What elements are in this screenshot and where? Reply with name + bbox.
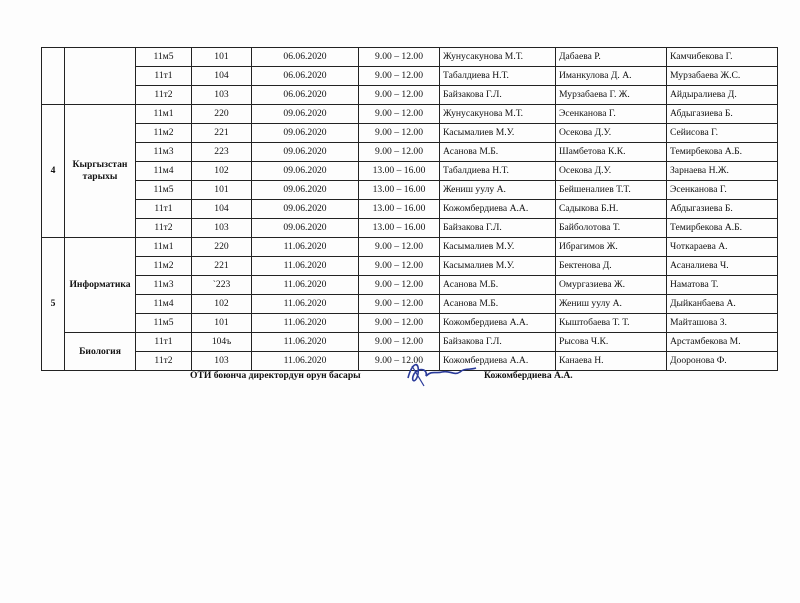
assistant-cell: Темирбекова А.Б.: [667, 143, 778, 162]
time-cell: 9.00 – 12.00: [359, 238, 440, 257]
table-row: [42, 238, 778, 257]
group-cell: 11м2: [136, 124, 192, 143]
date-cell: 11.06.2020: [252, 333, 359, 352]
subject-cell: Информатика: [65, 238, 136, 333]
table-row: [42, 219, 778, 238]
teacher-cell: Касымалиев М.У.: [440, 124, 556, 143]
assistant-cell: Ибрагимов Ж.: [556, 238, 667, 257]
table-row: [42, 162, 778, 181]
time-cell: 9.00 – 12.00: [359, 352, 440, 371]
teacher-cell: Касымалиев М.У.: [440, 257, 556, 276]
group-cell: 11т1: [136, 333, 192, 352]
assistant-cell: Дооронова Ф.: [667, 352, 778, 371]
table-row: [42, 314, 778, 333]
group-cell: 11м5: [136, 181, 192, 200]
group-cell: 11м1: [136, 238, 192, 257]
teacher-cell: Кожомбердиева А.А.: [440, 314, 556, 333]
subject-cell: Биология: [65, 333, 136, 371]
assistant-cell: Бейшеналиев Т.Т.: [556, 181, 667, 200]
teacher-cell: Кожомбердиева А.А.: [440, 200, 556, 219]
assistant-cell: Байболотова Т.: [556, 219, 667, 238]
assistant-cell: Садыкова Б.Н.: [556, 200, 667, 219]
teacher-cell: Жениш уулу А.: [440, 181, 556, 200]
date-cell: 06.06.2020: [252, 86, 359, 105]
room-cell: 221: [192, 124, 252, 143]
assistant-cell: Асаналиева Ч.: [667, 257, 778, 276]
signer-name: Кожомбердиева А.А.: [484, 370, 573, 381]
time-cell: 9.00 – 12.00: [359, 276, 440, 295]
room-cell: 101: [192, 48, 252, 67]
teacher-cell: Байзакова Г.Л.: [440, 86, 556, 105]
assistant-cell: Канаева Н.: [556, 352, 667, 371]
teacher-cell: Кожомбердиева А.А.: [440, 352, 556, 371]
room-cell: 223: [192, 143, 252, 162]
group-cell: 11т2: [136, 86, 192, 105]
assistant-cell: Абдыгазиева Б.: [667, 105, 778, 124]
time-cell: 9.00 – 12.00: [359, 86, 440, 105]
room-cell: 101: [192, 181, 252, 200]
group-cell: 11т2: [136, 352, 192, 371]
date-cell: 11.06.2020: [252, 295, 359, 314]
room-cell: `223: [192, 276, 252, 295]
table-row: [42, 48, 778, 67]
teacher-cell: Жунусакунова М.Т.: [440, 105, 556, 124]
group-cell: 11м1: [136, 105, 192, 124]
assistant-cell: Жениш уулу А.: [556, 295, 667, 314]
teacher-cell: Касымалиев М.У.: [440, 238, 556, 257]
time-cell: 9.00 – 12.00: [359, 295, 440, 314]
table-row: [42, 124, 778, 143]
time-cell: 9.00 – 12.00: [359, 257, 440, 276]
time-cell: 9.00 – 12.00: [359, 105, 440, 124]
time-cell: 9.00 – 12.00: [359, 48, 440, 67]
date-cell: 09.06.2020: [252, 200, 359, 219]
date-cell: 09.06.2020: [252, 143, 359, 162]
room-cell: 101: [192, 314, 252, 333]
assistant-cell: Наматова Т.: [667, 276, 778, 295]
assistant-cell: Эсенканова Г.: [556, 105, 667, 124]
table-row: [42, 86, 778, 105]
exam-schedule-table: [41, 47, 778, 371]
teacher-cell: Асанова М.Б.: [440, 143, 556, 162]
time-cell: 9.00 – 12.00: [359, 333, 440, 352]
teacher-cell: Табалдиева Н.Т.: [440, 162, 556, 181]
subject-cell: [65, 48, 136, 105]
signer-role: ОТИ боюнча директордун орун басары: [190, 370, 361, 381]
date-cell: 09.06.2020: [252, 162, 359, 181]
assistant-cell: Зарнаева Н.Ж.: [667, 162, 778, 181]
assistant-cell: Осекова Д.У.: [556, 162, 667, 181]
group-cell: 11м3: [136, 276, 192, 295]
date-cell: 11.06.2020: [252, 276, 359, 295]
table-row: [42, 276, 778, 295]
section-number-cell: 4: [42, 105, 65, 238]
group-cell: 11м2: [136, 257, 192, 276]
time-cell: 9.00 – 12.00: [359, 314, 440, 333]
room-cell: 221: [192, 257, 252, 276]
time-cell: 13.00 – 16.00: [359, 200, 440, 219]
signature-image: [402, 356, 482, 393]
teacher-cell: Асанова М.Б.: [440, 276, 556, 295]
date-cell: 11.06.2020: [252, 238, 359, 257]
assistant-cell: Чоткараева А.: [667, 238, 778, 257]
date-cell: 09.06.2020: [252, 219, 359, 238]
table-row: [42, 333, 778, 352]
room-cell: 103: [192, 86, 252, 105]
assistant-cell: Темирбекова А.Б.: [667, 219, 778, 238]
section-number-cell: 5: [42, 238, 65, 371]
assistant-cell: Айдыралиева Д.: [667, 86, 778, 105]
assistant-cell: Дабаева Р.: [556, 48, 667, 67]
table-row: [42, 143, 778, 162]
date-cell: 09.06.2020: [252, 105, 359, 124]
room-cell: 220: [192, 238, 252, 257]
assistant-cell: Рысова Ч.К.: [556, 333, 667, 352]
teacher-cell: Асанова М.Б.: [440, 295, 556, 314]
assistant-cell: Осекова Д.У.: [556, 124, 667, 143]
date-cell: 09.06.2020: [252, 181, 359, 200]
assistant-cell: Сейисова Г.: [667, 124, 778, 143]
teacher-cell: Байзакова Г.Л.: [440, 333, 556, 352]
assistant-cell: Бектенова Д.: [556, 257, 667, 276]
room-cell: 104ъ: [192, 333, 252, 352]
table-row: [42, 200, 778, 219]
room-cell: 220: [192, 105, 252, 124]
teacher-cell: Байзакова Г.Л.: [440, 219, 556, 238]
time-cell: 13.00 – 16.00: [359, 162, 440, 181]
assistant-cell: Иманкулова Д. А.: [556, 67, 667, 86]
group-cell: 11м5: [136, 48, 192, 67]
time-cell: 9.00 – 12.00: [359, 124, 440, 143]
table-row: [42, 181, 778, 200]
subject-cell: Кыргызстан тарыхы: [65, 105, 136, 238]
assistant-cell: Омургазиева Ж.: [556, 276, 667, 295]
assistant-cell: Шамбетова К.К.: [556, 143, 667, 162]
assistant-cell: Мурзабаева Ж.С.: [667, 67, 778, 86]
room-cell: 104: [192, 200, 252, 219]
date-cell: 09.06.2020: [252, 124, 359, 143]
table-row: [42, 67, 778, 86]
group-cell: 11т1: [136, 200, 192, 219]
assistant-cell: Арстамбекова М.: [667, 333, 778, 352]
teacher-cell: Табалдиева Н.Т.: [440, 67, 556, 86]
time-cell: 9.00 – 12.00: [359, 143, 440, 162]
room-cell: 102: [192, 162, 252, 181]
assistant-cell: Эсенканова Г.: [667, 181, 778, 200]
date-cell: 06.06.2020: [252, 48, 359, 67]
group-cell: 11т2: [136, 219, 192, 238]
group-cell: 11м5: [136, 314, 192, 333]
assistant-cell: Камчибекова Г.: [667, 48, 778, 67]
assistant-cell: Дыйканбаева А.: [667, 295, 778, 314]
room-cell: 104: [192, 67, 252, 86]
room-cell: 103: [192, 219, 252, 238]
date-cell: 06.06.2020: [252, 67, 359, 86]
table-row: [42, 257, 778, 276]
date-cell: 11.06.2020: [252, 352, 359, 371]
group-cell: 11м3: [136, 143, 192, 162]
assistant-cell: Мурзабаева Г. Ж.: [556, 86, 667, 105]
date-cell: 11.06.2020: [252, 257, 359, 276]
assistant-cell: Абдыгазиева Б.: [667, 200, 778, 219]
table-row: [42, 105, 778, 124]
time-cell: 9.00 – 12.00: [359, 67, 440, 86]
assistant-cell: Кыштобаева Т. Т.: [556, 314, 667, 333]
table-row: [42, 295, 778, 314]
section-number-cell: [42, 48, 65, 105]
date-cell: 11.06.2020: [252, 314, 359, 333]
group-cell: 11м4: [136, 162, 192, 181]
group-cell: 11м4: [136, 295, 192, 314]
room-cell: 103: [192, 352, 252, 371]
time-cell: 13.00 – 16.00: [359, 181, 440, 200]
teacher-cell: Жунусакунова М.Т.: [440, 48, 556, 67]
assistant-cell: Майташова З.: [667, 314, 778, 333]
room-cell: 102: [192, 295, 252, 314]
group-cell: 11т1: [136, 67, 192, 86]
time-cell: 13.00 – 16.00: [359, 219, 440, 238]
